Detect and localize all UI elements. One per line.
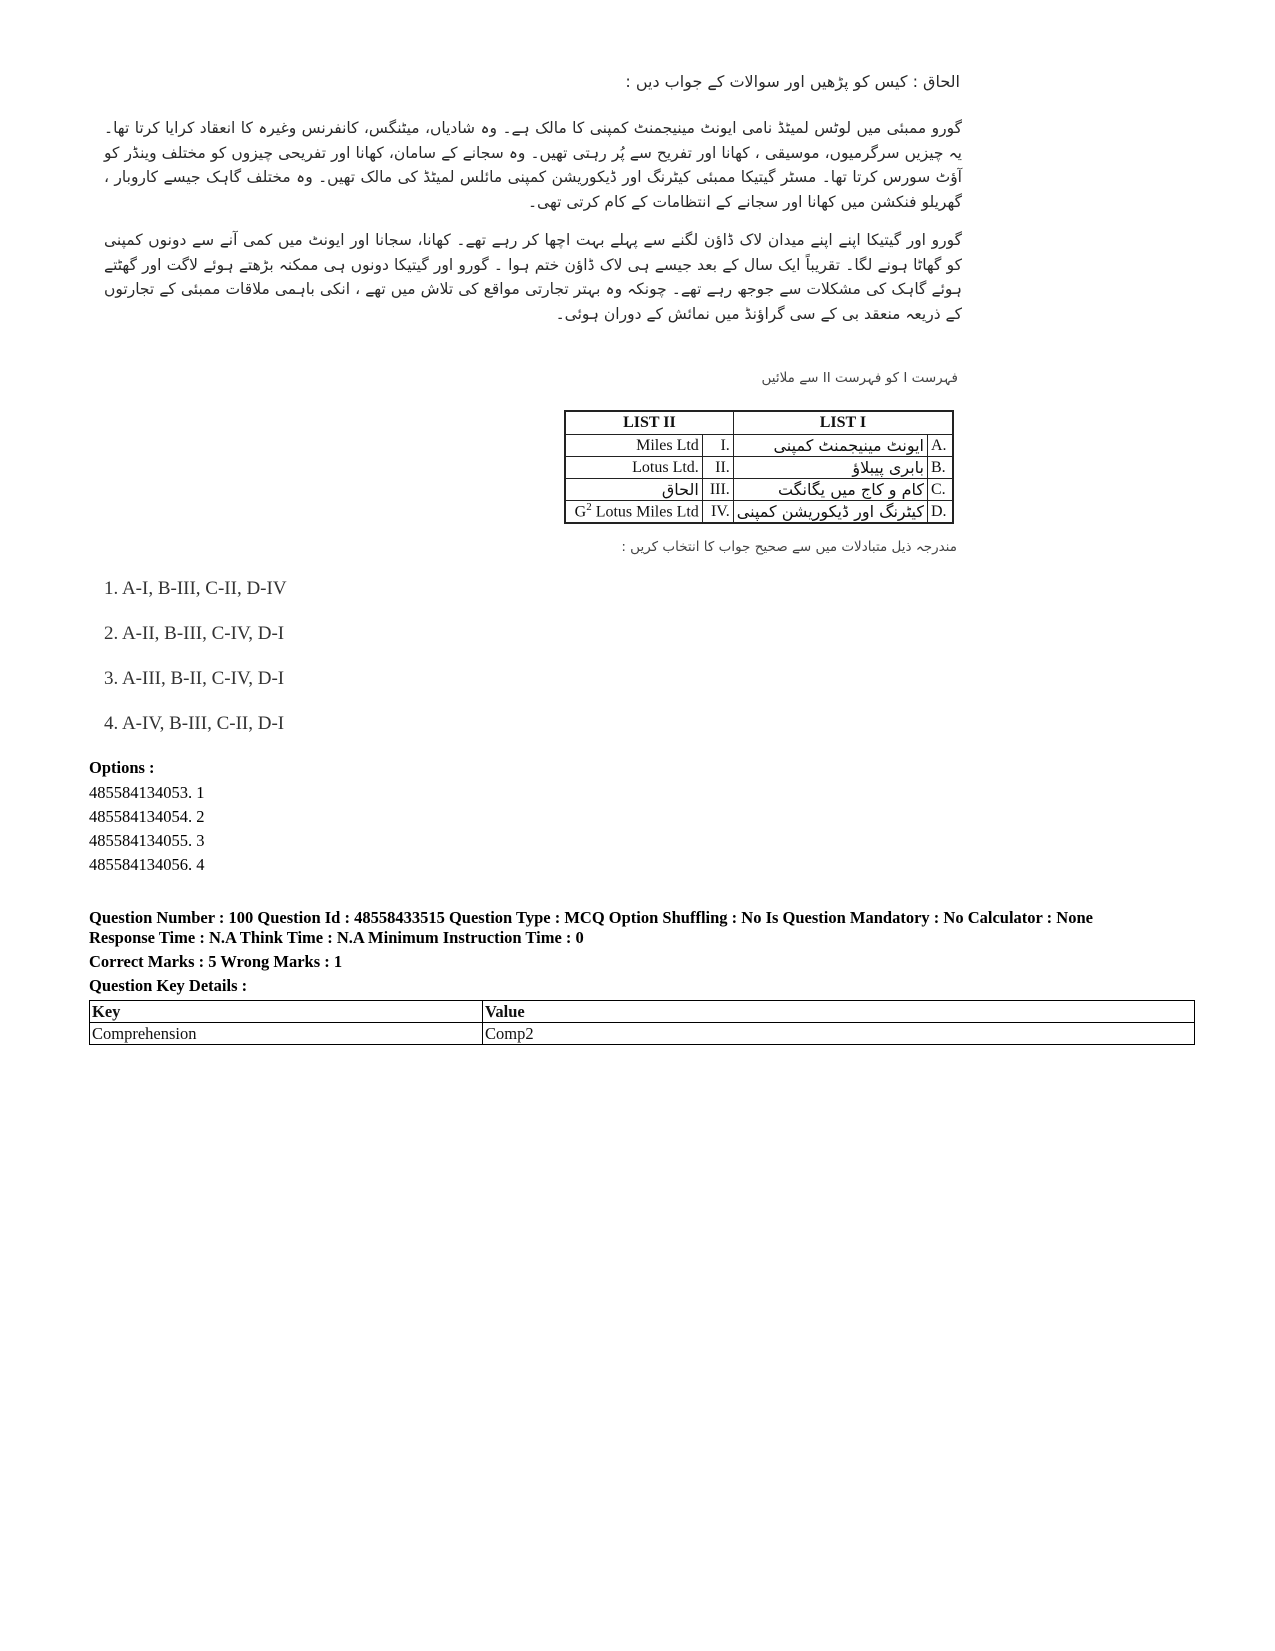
list-2-prefix: G [574,503,587,521]
key-details-label: Question Key Details : [89,976,248,995]
match-row [565,501,953,524]
option-id: 485584134053. 1 [89,783,205,802]
roman-numeral: I. [702,435,733,457]
match-row [565,435,953,457]
marks-info: Correct Marks : 5 Wrong Marks : 1 [89,952,343,971]
value-cell: Comp2 [483,1023,1195,1045]
passage-paragraph-2: گورو اور گیتیکا اپنے اپنے میدان لاک ڈاؤن لگنے سے پہلے بہت اچھا کر رہے تھے۔ کھانا، سجانا اور ایونٹ میں کمی آنے سے دونوں کمپنی کو گھاٹا ہونے لگا۔ تقریباً ایک سال کے بعد جیسے ہی لاک ڈاؤن ختم ہوا ۔ گورو اور گیتیکا دونوں ہی ممکنہ بڑھتے ہوئے لاگت اور گھٹتے ہوئے گاہک کی مشکلات سے جوجھ رہے تھے۔ چونکہ وہ بہتر تجارتی مواقع کی تلاش میں تھے ، انکی باہمی ملاقات ممبئی کے تجارتوں کے ذریعہ منعقد بی کے سی گراؤنڈ میں نمائش کے دوران ہوئی۔ [104,231,962,323]
option-id: 485584134054. 2 [89,807,205,826]
roman-numeral: IV. [702,501,733,524]
key-column-header: Key [90,1001,483,1023]
match-instruction: فہرست I کو فہرست II سے ملائیں [761,370,958,386]
question-info-line-1: Question Number : 100 Question Id : 48558433515 Question Type : MCQ Option Shuffling : No Is Question Mandatory : No Calculator : None [89,908,1093,927]
row-letter: C. [928,479,954,501]
list-1-item: بابری پیبلاؤ [733,457,927,479]
answer-choice: 1. A-I, B-III, C-II, D-IV [104,578,287,599]
list-1-item: کیٹرنگ اور ڈیکوریشن کمپنی [733,501,927,524]
match-table [564,410,954,524]
comprehension-heading: الحاق : کیس کو پڑھیں اور سوالات کے جواب دیں : [625,72,960,91]
select-instruction: مندرجہ ذیل متبادلات میں سے صحیح جواب کا انتخاب کریں : [621,539,957,555]
match-table-header [565,411,953,435]
list-1-item: کام و کاج میں یگانگت [733,479,927,501]
list-2-item [565,501,702,524]
list-1-header: LIST I [733,411,953,435]
key-table-header [90,1001,1195,1023]
value-column-header: Value [483,1001,1195,1023]
answer-choice: 2. A-II, B-III, C-IV, D-I [104,623,285,644]
question-info-line-2: Response Time : N.A Think Time : N.A Minimum Instruction Time : 0 [89,928,584,947]
row-letter: A. [928,435,954,457]
answer-choice: 3. A-III, B-II, C-IV, D-I [104,668,285,689]
list-1-item: ایونٹ مینیجمنٹ کمپنی [733,435,927,457]
option-id: 485584134056. 4 [89,855,205,874]
roman-numeral: II. [702,457,733,479]
list-2-header: LIST II [565,411,733,435]
key-table-row [90,1023,1195,1045]
option-id-list [89,781,205,877]
roman-numeral: III. [702,479,733,501]
answer-choices [104,578,287,758]
passage-paragraph-1: گورو ممبئی میں لوٹس لمیٹڈ نامی ایونٹ مینیجمنٹ کمپنی کا مالک ہے۔ وہ شادیاں، میٹنگس، کانفرنس وغیرہ کا انعقاد کرایا کرتا تھا۔ یہ چیزیں سرگرمیوں، موسیقی ، کھانا اور تفریح سے پُر رہتی تھیں۔ وہ سجانے کے سامان، کھانا اور تفریحی چیزوں کو مختلف وینڈر کو آؤٹ سورس کرتا تھا۔ مسٹر گیتیکا ممبئی کیٹرنگ اور ڈیکوریشن کمپنی مائلس لمیٹڈ کی مالک تھیں۔ وہ مختلف گاہک جیسے کاروبار ، گھریلو فنکشن میں کھانا اور سجانے کے انتظامات کے کام کرتی تھی۔ [104,119,962,211]
list-2-text: Lotus Miles Ltd [591,503,699,521]
list-2-item: Lotus Ltd. [565,457,702,479]
list-2-item: Miles Ltd [565,435,702,457]
option-id: 485584134055. 3 [89,831,205,850]
row-letter: B. [928,457,954,479]
match-row [565,457,953,479]
key-cell: Comprehension [90,1023,483,1045]
options-label: Options : [89,758,155,777]
key-details-table [89,1000,1195,1045]
row-letter: D. [928,501,954,524]
superscript: 2 [586,501,592,514]
list-2-item: الحاق [565,479,702,501]
answer-choice: 4. A-IV, B-III, C-II, D-I [104,713,285,734]
match-row [565,479,953,501]
